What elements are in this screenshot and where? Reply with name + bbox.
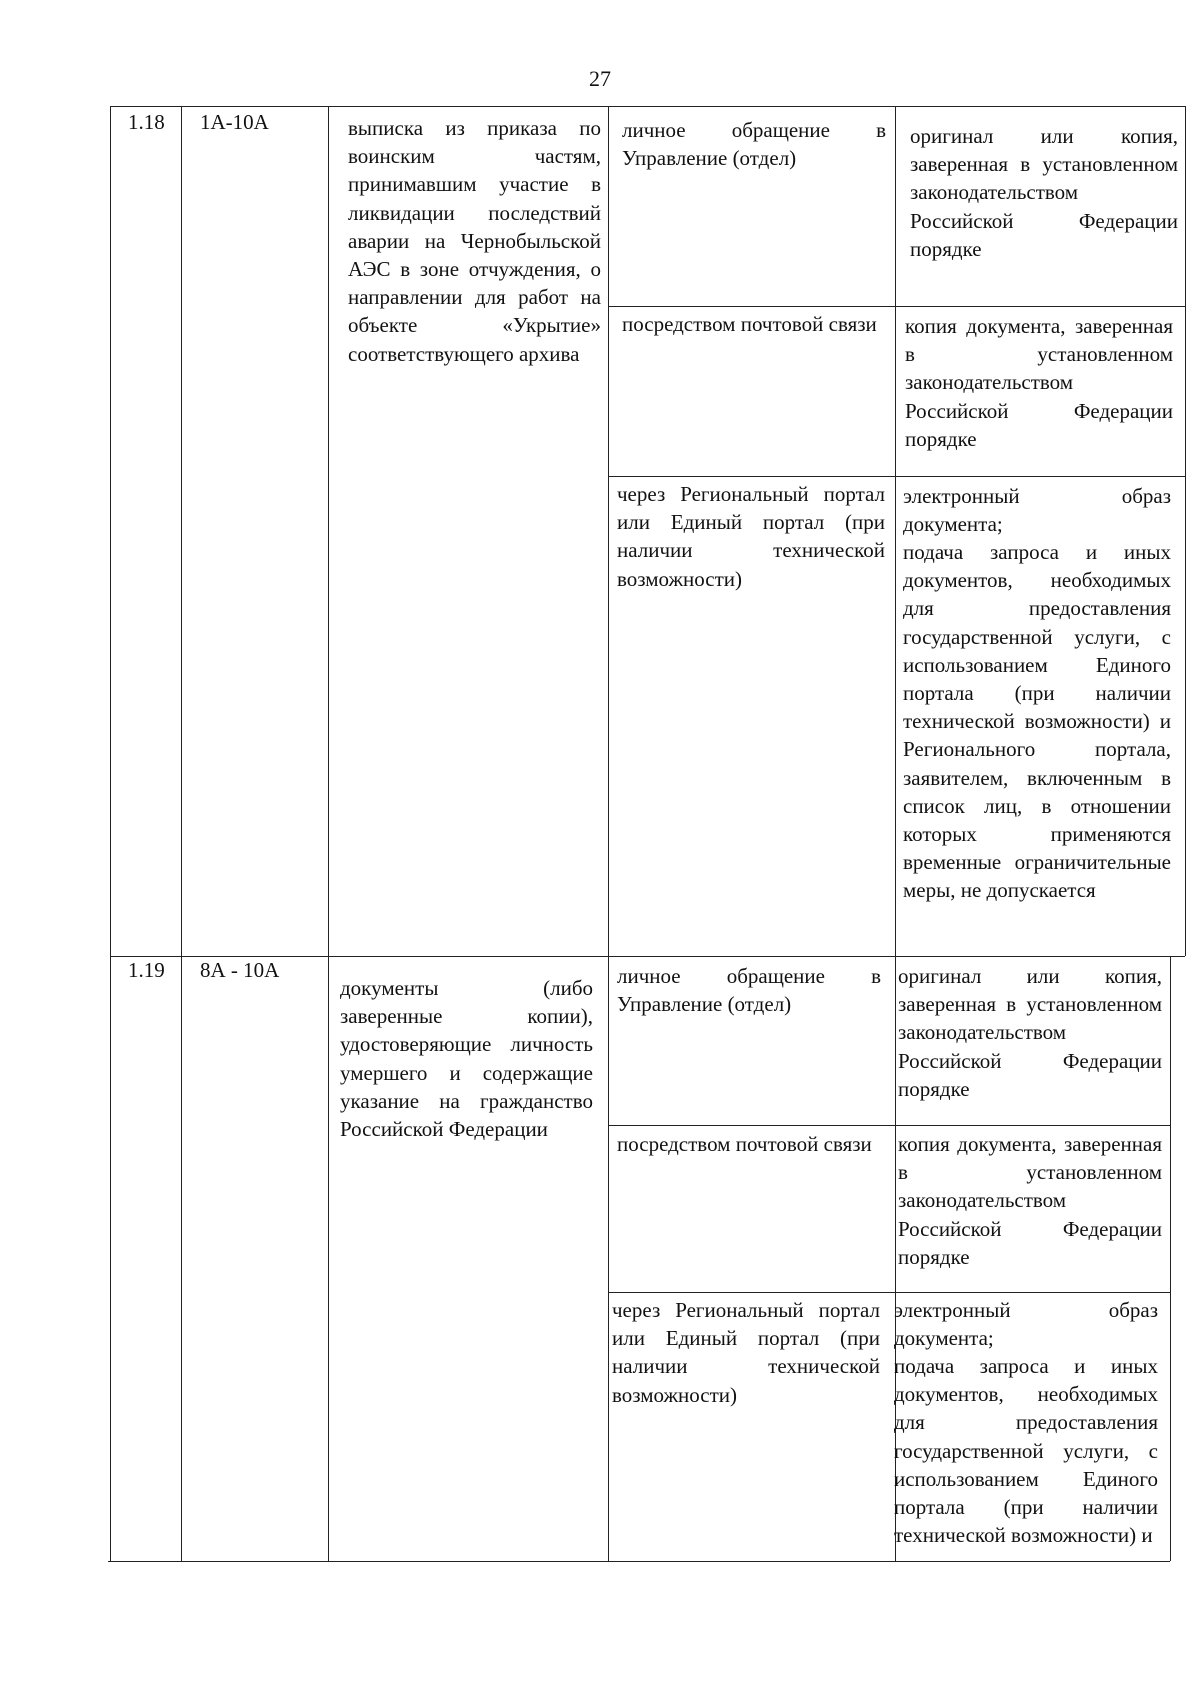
page-number: 27 [589, 66, 611, 91]
submission-method: личное обращение в Управление (отдел) [617, 964, 881, 1017]
document-form-note: подача запроса и иных документов, необходимых для предоставления государственной услуги, с использованием Единого портала (при наличии технической возможности) и Регионального портала, заявителем, включенным в список лиц, в отношении которых применяются временные ограничительные меры, не допускается [903, 540, 1171, 903]
row-number: 1.18 [128, 110, 165, 134]
document-description: выписка из приказа по воинским частям, принимавшим участие в ликвидации последствий аварии на Чернобыльской АЭС в зоне отчуждения, о направлении для работ на объекте «Укрытие» соответствующего архива [348, 116, 601, 366]
row-number: 1.19 [128, 958, 165, 982]
column-border [1170, 956, 1171, 1561]
column-border [110, 106, 111, 1561]
subrow-divider [608, 306, 1185, 307]
document-form: электронный образ документа; [894, 1298, 1158, 1351]
document-form: оригинал или копия, заверенная в установленном законодательством Российской Федерации порядке [910, 124, 1178, 261]
document-form: оригинал или копия, заверенная в установленном законодательством Российской Федерации порядке [898, 964, 1162, 1101]
subrow-divider [608, 1125, 1170, 1126]
subrow-divider [608, 476, 1185, 477]
document-form: электронный образ документа; [903, 484, 1171, 537]
table-bottom-border [108, 1561, 1170, 1562]
document-form: копия документа, заверенная в установленном законодательством Российской Федерации порядке [905, 314, 1173, 451]
column-border [328, 106, 329, 1561]
column-border [1185, 106, 1186, 956]
document-form: копия документа, заверенная в установленном законодательством Российской Федерации порядке [898, 1132, 1162, 1269]
table-top-border [110, 106, 1185, 107]
column-border [608, 106, 609, 1561]
document-description: документы (либо заверенные копии), удостоверяющие личность умершего и содержащие указание на гражданство Российской Федерации [340, 976, 593, 1142]
column-border [181, 106, 182, 1561]
submission-method: посредством почтовой связи [622, 312, 877, 336]
row-code: 1А-10А [200, 110, 269, 134]
document-form-note: подача запроса и иных документов, необходимых для предоставления государственной услуги, с использованием Единого портала (при наличии технической возможности) и [894, 1354, 1158, 1548]
submission-method: через Региональный портал или Единый портал (при наличии технической возможности) [612, 1298, 880, 1407]
submission-method: через Региональный портал или Единый портал (при наличии технической возможности) [617, 482, 885, 591]
row-code: 8А - 10А [200, 958, 280, 982]
subrow-divider [608, 1292, 1170, 1293]
submission-method: посредством почтовой связи [617, 1132, 872, 1156]
submission-method: личное обращение в Управление (отдел) [622, 118, 886, 171]
